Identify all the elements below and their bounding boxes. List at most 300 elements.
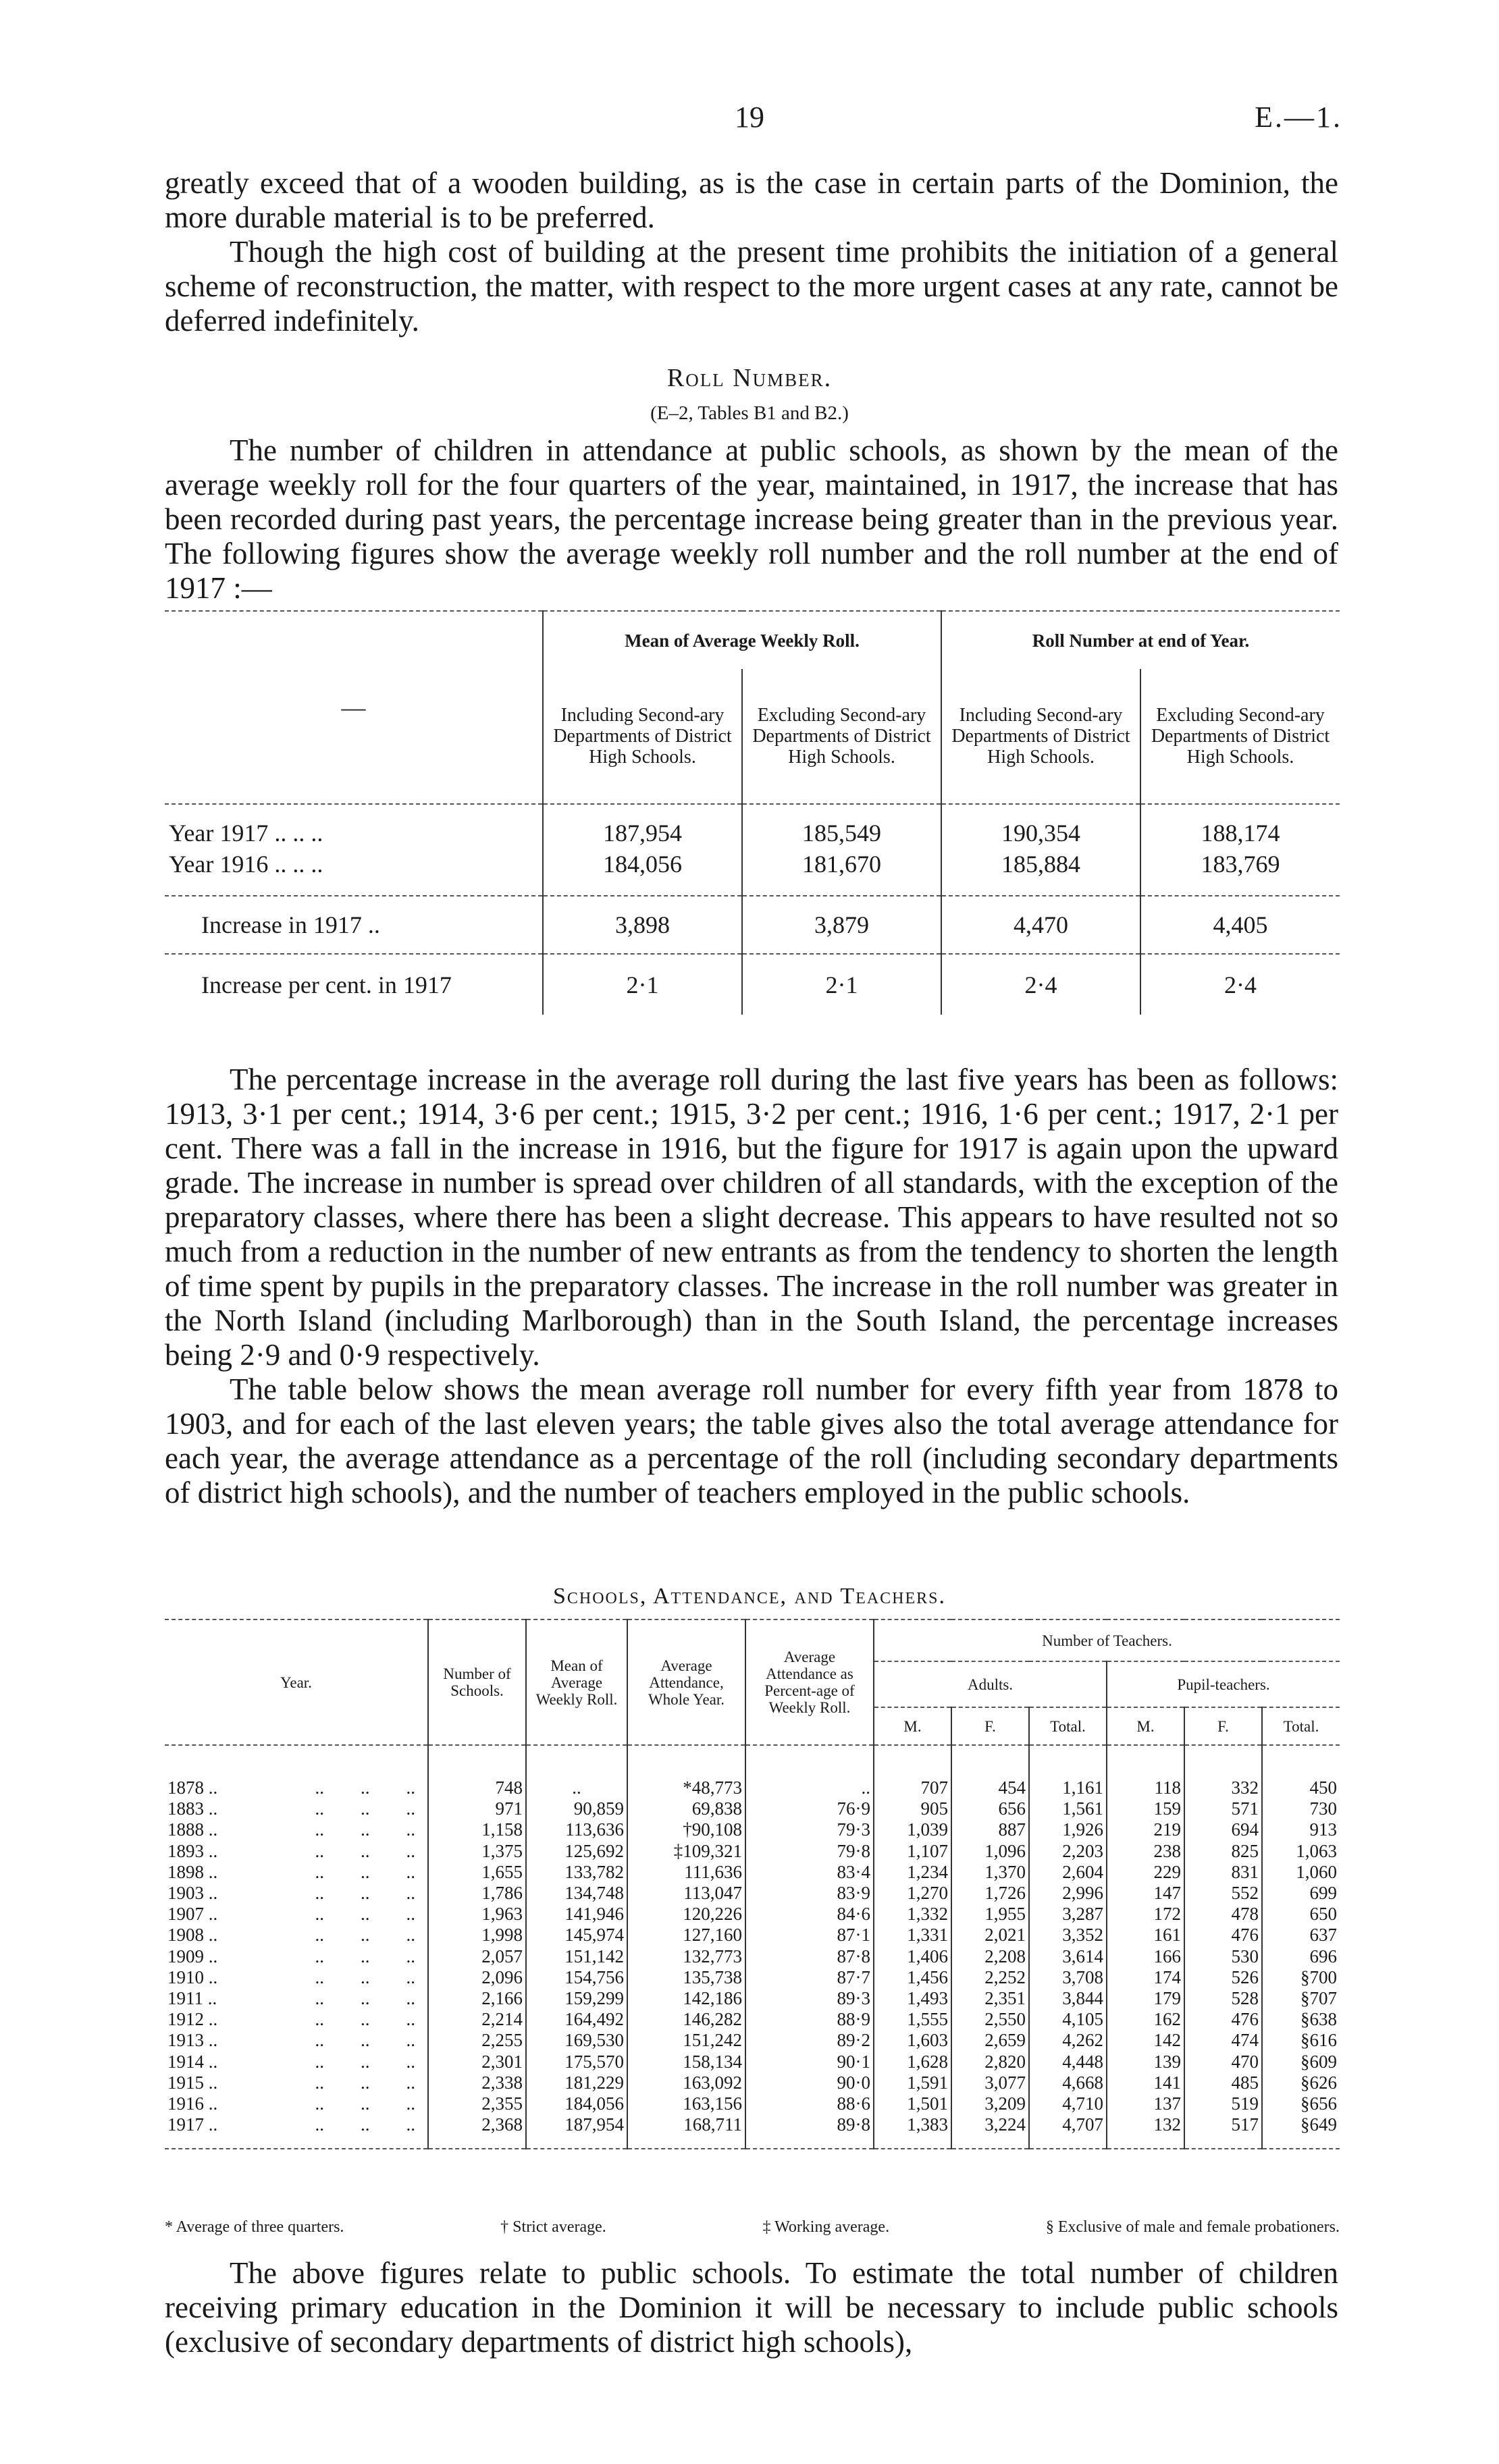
cell: 187,954 bbox=[526, 2114, 627, 2135]
table-row bbox=[165, 1862, 1340, 1883]
year-label: 1883 .. bbox=[167, 1798, 218, 1819]
cell: 1,063 bbox=[1262, 1841, 1340, 1862]
leader-dots: .. .. .. bbox=[315, 2030, 415, 2051]
cell: §609 bbox=[1262, 2052, 1340, 2072]
year-label: 1915 .. bbox=[167, 2072, 218, 2093]
cell: 3,844 bbox=[1029, 1988, 1107, 2009]
leader-dots: .. .. .. bbox=[315, 1946, 415, 1966]
cell: §700 bbox=[1262, 1967, 1340, 1988]
analysis-text bbox=[165, 1063, 1338, 1510]
cell: 528 bbox=[1184, 1988, 1262, 2009]
cell: 2,057 bbox=[428, 1946, 526, 1967]
cell: 4,470 bbox=[941, 896, 1140, 954]
table-row bbox=[165, 1946, 1340, 1967]
table-row bbox=[165, 2052, 1340, 2072]
cell: 161 bbox=[1107, 1925, 1184, 1946]
cell: 1,096 bbox=[951, 1841, 1029, 1862]
cell: 1,603 bbox=[874, 2030, 951, 2051]
leader-dots: .. .. .. bbox=[315, 2114, 415, 2135]
col-header-including: Including Second-ary Departments of District High Schools. bbox=[941, 669, 1140, 804]
cell: 3,708 bbox=[1029, 1967, 1107, 1988]
footnote: † Strict average. bbox=[500, 2218, 606, 2236]
table-row bbox=[165, 849, 1340, 880]
year-label: 1878 .. bbox=[167, 1777, 218, 1798]
table-row bbox=[165, 1988, 1340, 2009]
row-label: Increase in 1917 .. bbox=[201, 911, 380, 938]
blank-header-dash: — bbox=[341, 694, 366, 721]
cell: 127,160 bbox=[627, 1925, 745, 1946]
table-row-percent bbox=[165, 954, 1340, 1015]
col-header-excluding: Excluding Second-ary Departments of District High Schools. bbox=[1140, 669, 1340, 804]
cell: 3,287 bbox=[1029, 1904, 1107, 1925]
table-row bbox=[165, 2009, 1340, 2030]
cell: 571 bbox=[1184, 1798, 1262, 1819]
cell: 181,229 bbox=[526, 2072, 627, 2093]
cell: 4,710 bbox=[1029, 2093, 1107, 2114]
cell: 2·4 bbox=[941, 954, 1140, 1015]
col-header-schools: Number of Schools. bbox=[428, 1619, 526, 1745]
cell: 2,096 bbox=[428, 1967, 526, 1988]
page-number: 19 bbox=[735, 101, 764, 134]
cell: 2,255 bbox=[428, 2030, 526, 2051]
cell: 87·1 bbox=[745, 1925, 874, 1946]
cell: 159 bbox=[1107, 1798, 1184, 1819]
table-row-increase bbox=[165, 896, 1340, 954]
cell: 169,530 bbox=[526, 2030, 627, 2051]
col-header-excluding: Excluding Second-ary Departments of District High Schools. bbox=[742, 669, 941, 804]
row-year bbox=[165, 1967, 428, 1988]
group-header-mean: Mean of Average Weekly Roll. bbox=[543, 611, 941, 669]
cell: 181,670 bbox=[742, 849, 941, 880]
cell: 1,786 bbox=[428, 1883, 526, 1904]
row-year bbox=[165, 2052, 428, 2072]
cell: 183,769 bbox=[1140, 849, 1340, 880]
cell: 1,370 bbox=[951, 1862, 1029, 1883]
cell: 332 bbox=[1184, 1777, 1262, 1798]
cell: 1,331 bbox=[874, 1925, 951, 1946]
cell: 1,998 bbox=[428, 1925, 526, 1946]
row-year bbox=[165, 2114, 428, 2135]
cell: 2,351 bbox=[951, 1988, 1029, 2009]
leader-dots: .. .. .. bbox=[315, 1840, 415, 1861]
cell: 831 bbox=[1184, 1862, 1262, 1883]
col-header-teachers: Number of Teachers. bbox=[874, 1619, 1340, 1661]
cell: 3,898 bbox=[543, 896, 742, 954]
row-year bbox=[165, 2009, 428, 2030]
row-year bbox=[165, 2030, 428, 2051]
paragraph: The number of children in attendance at public schools, as shown by the mean of the average weekly roll for the four quarters of the year, maintained, in 1917, the increase that has been recorded during past years, the percentage increase being greater than in the previous year. The following figures show the average weekly roll number and the roll number at the end of 1917 :— bbox=[165, 433, 1338, 605]
cell: 1,383 bbox=[874, 2114, 951, 2135]
cell: 184,056 bbox=[543, 849, 742, 880]
row-year bbox=[165, 1777, 428, 1798]
cell: 141,946 bbox=[526, 1904, 627, 1925]
table-row bbox=[165, 2072, 1340, 2093]
cell: 4,262 bbox=[1029, 2030, 1107, 2051]
leader-dots: .. .. .. bbox=[315, 2072, 415, 2093]
year-label: 1903 .. bbox=[167, 1883, 218, 1904]
cell: 90·0 bbox=[745, 2072, 874, 2093]
col-header-f: F. bbox=[951, 1707, 1029, 1745]
cell: 134,748 bbox=[526, 1883, 627, 1904]
cell: 2,604 bbox=[1029, 1862, 1107, 1883]
cell: 125,692 bbox=[526, 1841, 627, 1862]
year-label: 1907 .. bbox=[167, 1904, 218, 1925]
section-title: Roll Number. bbox=[666, 364, 833, 392]
col-header-including: Including Second-ary Departments of District High Schools. bbox=[543, 669, 742, 804]
cell: 1,158 bbox=[428, 1819, 526, 1840]
cell: §707 bbox=[1262, 1988, 1340, 2009]
cell: 656 bbox=[951, 1798, 1029, 1819]
col-header-pupil-teachers: Pupil-teachers. bbox=[1107, 1661, 1340, 1707]
cell: 87·8 bbox=[745, 1946, 874, 1967]
year-label: 1912 .. bbox=[167, 2009, 218, 2030]
cell: 168,711 bbox=[627, 2114, 745, 2135]
col-header-total: Total. bbox=[1262, 1707, 1340, 1745]
table-footnotes bbox=[165, 2218, 1340, 2237]
cell: 151,142 bbox=[526, 1946, 627, 1967]
schools-table bbox=[165, 1619, 1340, 2149]
cell: 971 bbox=[428, 1798, 526, 1819]
cell: §649 bbox=[1262, 2114, 1340, 2135]
cell: 137 bbox=[1107, 2093, 1184, 2114]
cell: 185,549 bbox=[742, 818, 941, 849]
year-label: 1893 .. bbox=[167, 1840, 218, 1861]
row-year bbox=[165, 1841, 428, 1862]
leader-dots: .. .. .. bbox=[315, 1988, 415, 2009]
section-subtitle: (E–2, Tables B1 and B2.) bbox=[650, 402, 849, 424]
cell: 1,107 bbox=[874, 1841, 951, 1862]
cell: 4,707 bbox=[1029, 2114, 1107, 2135]
cell: §626 bbox=[1262, 2072, 1340, 2093]
cell: 1,234 bbox=[874, 1862, 951, 1883]
table-title: Schools, Attendance, and Teachers. bbox=[552, 1584, 947, 1609]
col-header-year: Year. bbox=[280, 1673, 312, 1691]
cell: 172 bbox=[1107, 1904, 1184, 1925]
cell: 164,492 bbox=[526, 2009, 627, 2030]
cell: §656 bbox=[1262, 2093, 1340, 2114]
cell: 2,301 bbox=[428, 2052, 526, 2072]
cell: 1,655 bbox=[428, 1862, 526, 1883]
leader-dots: .. .. .. bbox=[315, 1861, 415, 1882]
cell: 113,636 bbox=[526, 1819, 627, 1840]
cell: 229 bbox=[1107, 1862, 1184, 1883]
col-header-adults: Adults. bbox=[874, 1661, 1107, 1707]
cell: 748 bbox=[428, 1777, 526, 1798]
row-year bbox=[165, 2072, 428, 2093]
cell: 3,614 bbox=[1029, 1946, 1107, 1967]
cell: 526 bbox=[1184, 1967, 1262, 1988]
cell: 3,077 bbox=[951, 2072, 1029, 2093]
cell: 179 bbox=[1107, 1988, 1184, 2009]
cell: 1,493 bbox=[874, 1988, 951, 2009]
cell: 530 bbox=[1184, 1946, 1262, 1967]
cell: 4,668 bbox=[1029, 2072, 1107, 2093]
cell: 1,375 bbox=[428, 1841, 526, 1862]
col-header-f: F. bbox=[1184, 1707, 1262, 1745]
cell: 4,448 bbox=[1029, 2052, 1107, 2072]
leader-dots: .. .. .. bbox=[315, 1798, 415, 1819]
cell: 913 bbox=[1262, 1819, 1340, 1840]
cell: 187,954 bbox=[543, 818, 742, 849]
cell: 113,047 bbox=[627, 1883, 745, 1904]
cell: 188,174 bbox=[1140, 818, 1340, 849]
row-label: Increase per cent. in 1917 bbox=[201, 971, 452, 998]
table-row bbox=[165, 1904, 1340, 1925]
cell: *48,773 bbox=[627, 1777, 745, 1798]
closing-text bbox=[165, 2256, 1338, 2359]
cell: 162 bbox=[1107, 2009, 1184, 2030]
cell: 470 bbox=[1184, 2052, 1262, 2072]
cell: .. bbox=[745, 1777, 874, 1798]
year-label: 1911 .. bbox=[167, 1988, 217, 2009]
cell: 2,252 bbox=[951, 1967, 1029, 1988]
cell: 146,282 bbox=[627, 2009, 745, 2030]
cell: 1,406 bbox=[874, 1946, 951, 1967]
cell: 450 bbox=[1262, 1777, 1340, 1798]
leader-dots: .. .. .. bbox=[315, 1925, 415, 1946]
cell: 2,368 bbox=[428, 2114, 526, 2135]
table-row bbox=[165, 1925, 1340, 1946]
cell: 145,974 bbox=[526, 1925, 627, 1946]
roll-number-table bbox=[165, 610, 1340, 1015]
cell: 190,354 bbox=[941, 818, 1140, 849]
cell: 88·9 bbox=[745, 2009, 874, 2030]
cell: 184,056 bbox=[526, 2093, 627, 2114]
cell: 699 bbox=[1262, 1883, 1340, 1904]
cell: 2,203 bbox=[1029, 1841, 1107, 1862]
cell: 118 bbox=[1107, 1777, 1184, 1798]
year-label: 1913 .. bbox=[167, 2030, 218, 2051]
cell: 454 bbox=[951, 1777, 1029, 1798]
cell: 1,039 bbox=[874, 1819, 951, 1840]
paragraph: The percentage increase in the average roll during the last five years has been as follows: 1913, 3·1 per cent.; 1914, 3·6 per cent.; 1915, 3·2 per cent.; 1916, 1·6 per cent.; 1917, 2·1 per cent. There was a fall in the increase in 1916, but the figure for 1917 is again upon the upward grade. The increase in number is spread over children of all standards, with the exception of the preparatory classes, where there has been a slight decrease. This appears to have resulted not so much from a reduction in the number of new entrants as from the tendency to shorten the length of time spent by pupils in the preparatory classes. The increase in the roll number was greater in the North Island (including Marlborough) than in the South Island, the percentage increases being 2·9 and 0·9 respectively. bbox=[165, 1063, 1338, 1372]
leader-dots: .. .. .. bbox=[315, 1904, 415, 1925]
cell: 4,405 bbox=[1140, 896, 1340, 954]
cell: 2,550 bbox=[951, 2009, 1029, 2030]
table-row bbox=[165, 1777, 1340, 1798]
cell: 166 bbox=[1107, 1946, 1184, 1967]
cell: 637 bbox=[1262, 1925, 1340, 1946]
cell: 3,209 bbox=[951, 2093, 1029, 2114]
cell: 1,591 bbox=[874, 2072, 951, 2093]
row-year bbox=[165, 1988, 428, 2009]
cell: 3,879 bbox=[742, 896, 941, 954]
row-year bbox=[165, 1862, 428, 1883]
cell: 135,738 bbox=[627, 1967, 745, 1988]
cell: 2,166 bbox=[428, 1988, 526, 2009]
cell: 4,105 bbox=[1029, 2009, 1107, 2030]
cell: 1,628 bbox=[874, 2052, 951, 2072]
cell: 2,996 bbox=[1029, 1883, 1107, 1904]
year-label: 1908 .. bbox=[167, 1925, 218, 1946]
cell: 158,134 bbox=[627, 2052, 745, 2072]
cell: 89·8 bbox=[745, 2114, 874, 2135]
schools-table-body bbox=[165, 1777, 1340, 2135]
cell: 87·7 bbox=[745, 1967, 874, 1988]
leader-dots: .. .. .. bbox=[315, 1777, 415, 1798]
cell: 517 bbox=[1184, 2114, 1262, 2135]
row-year bbox=[165, 1883, 428, 1904]
year-label: 1910 .. bbox=[167, 1966, 218, 1987]
cell: 650 bbox=[1262, 1904, 1340, 1925]
cell: §616 bbox=[1262, 2030, 1340, 2051]
leader-dots: .. .. .. bbox=[315, 1966, 415, 1987]
table-row bbox=[165, 1798, 1340, 1819]
cell: 1,270 bbox=[874, 1883, 951, 1904]
cell: 132,773 bbox=[627, 1946, 745, 1967]
cell: ‡109,321 bbox=[627, 1841, 745, 1862]
cell: 159,299 bbox=[526, 1988, 627, 2009]
leader-dots: .. .. .. bbox=[315, 1883, 415, 1904]
col-header-mean-roll: Mean of Average Weekly Roll. bbox=[526, 1619, 627, 1745]
year-label: 1914 .. bbox=[167, 2051, 218, 2072]
cell: 474 bbox=[1184, 2030, 1262, 2051]
year-label: 1909 .. bbox=[167, 1946, 218, 1966]
cell: 2,021 bbox=[951, 1925, 1029, 1946]
cell: 142,186 bbox=[627, 1988, 745, 2009]
cell: 238 bbox=[1107, 1841, 1184, 1862]
table-row bbox=[165, 2093, 1340, 2114]
col-header-percentage: Average Attendance as Percent-age of Weekly Roll. bbox=[745, 1619, 874, 1745]
cell: 1,456 bbox=[874, 1967, 951, 1988]
paragraph: greatly exceed that of a wooden building, as is the case in certain parts of the Dominion, the more durable material is to be preferred. bbox=[165, 166, 1338, 234]
cell: 90,859 bbox=[526, 1798, 627, 1819]
cell: 825 bbox=[1184, 1841, 1262, 1862]
cell: 84·6 bbox=[745, 1904, 874, 1925]
cell: 887 bbox=[951, 1819, 1029, 1840]
cell: 174 bbox=[1107, 1967, 1184, 1988]
series-code: E.—1. bbox=[1255, 101, 1342, 134]
cell: 163,092 bbox=[627, 2072, 745, 2093]
footnote: § Exclusive of male and female probationers. bbox=[1045, 2218, 1340, 2236]
cell: 519 bbox=[1184, 2093, 1262, 2114]
intro-text bbox=[165, 166, 1338, 338]
row-year bbox=[165, 1946, 428, 1967]
cell: 1,926 bbox=[1029, 1819, 1107, 1840]
table-row bbox=[165, 1883, 1340, 1904]
cell: 905 bbox=[874, 1798, 951, 1819]
leader-dots: .. .. .. bbox=[315, 2051, 415, 2072]
cell: 1,501 bbox=[874, 2093, 951, 2114]
cell: 83·4 bbox=[745, 1862, 874, 1883]
cell: 694 bbox=[1184, 1819, 1262, 1840]
cell: 1,555 bbox=[874, 2009, 951, 2030]
cell: 185,884 bbox=[941, 849, 1140, 880]
footnote: * Average of three quarters. bbox=[165, 2218, 344, 2236]
row-year bbox=[165, 1819, 428, 1840]
cell: 2,820 bbox=[951, 2052, 1029, 2072]
cell: 2·4 bbox=[1140, 954, 1340, 1015]
table-row bbox=[165, 2114, 1340, 2135]
cell: 3,224 bbox=[951, 2114, 1029, 2135]
cell: 111,636 bbox=[627, 1862, 745, 1883]
table-row bbox=[165, 818, 1340, 849]
cell: §638 bbox=[1262, 2009, 1340, 2030]
footnote: ‡ Working average. bbox=[762, 2218, 890, 2236]
cell: 79·8 bbox=[745, 1841, 874, 1862]
cell: 696 bbox=[1262, 1946, 1340, 1967]
cell: 154,756 bbox=[526, 1967, 627, 1988]
cell: 175,570 bbox=[526, 2052, 627, 2072]
paragraph: The above figures relate to public schools. To estimate the total number of children receiving primary education in the Dominion it will be necessary to include public schools (exclusive of secondary departments of district high schools), bbox=[165, 2256, 1338, 2359]
cell: 2,208 bbox=[951, 1946, 1029, 1967]
cell: 83·9 bbox=[745, 1883, 874, 1904]
cell: 69,838 bbox=[627, 1798, 745, 1819]
year-label: 1917 .. bbox=[167, 2114, 218, 2135]
cell: 1,963 bbox=[428, 1904, 526, 1925]
leader-dots: .. .. .. bbox=[315, 1819, 415, 1840]
cell: 2,214 bbox=[428, 2009, 526, 2030]
table-row bbox=[165, 2030, 1340, 2051]
cell: 89·2 bbox=[745, 2030, 874, 2051]
cell: 476 bbox=[1184, 1925, 1262, 1946]
cell: 2,355 bbox=[428, 2093, 526, 2114]
cell: 1,561 bbox=[1029, 1798, 1107, 1819]
cell: 730 bbox=[1262, 1798, 1340, 1819]
row-year bbox=[165, 1904, 428, 1925]
cell: 707 bbox=[874, 1777, 951, 1798]
row-label: Year 1916 .. .. .. bbox=[169, 851, 323, 878]
cell: 1,060 bbox=[1262, 1862, 1340, 1883]
cell: 3,352 bbox=[1029, 1925, 1107, 1946]
cell: 1,726 bbox=[951, 1883, 1029, 1904]
row-year bbox=[165, 1798, 428, 1819]
leader-dots: .. .. .. bbox=[315, 2093, 415, 2114]
cell: 2·1 bbox=[543, 954, 742, 1015]
cell: 147 bbox=[1107, 1883, 1184, 1904]
cell: 1,955 bbox=[951, 1904, 1029, 1925]
page-header bbox=[0, 100, 1499, 140]
cell: 2·1 bbox=[742, 954, 941, 1015]
cell: 163,156 bbox=[627, 2093, 745, 2114]
cell: 151,242 bbox=[627, 2030, 745, 2051]
col-header-attendance: Average Attendance, Whole Year. bbox=[627, 1619, 745, 1745]
cell: 88·6 bbox=[745, 2093, 874, 2114]
group-header-end: Roll Number at end of Year. bbox=[941, 611, 1340, 669]
cell: 2,659 bbox=[951, 2030, 1029, 2051]
cell: 1,332 bbox=[874, 1904, 951, 1925]
cell: 2,338 bbox=[428, 2072, 526, 2093]
year-label: 1916 .. bbox=[167, 2093, 218, 2114]
col-header-total: Total. bbox=[1029, 1707, 1107, 1745]
leader-dots: .. .. .. bbox=[315, 2009, 415, 2030]
cell: 219 bbox=[1107, 1819, 1184, 1840]
cell: 142 bbox=[1107, 2030, 1184, 2051]
year-label: 1888 .. bbox=[167, 1819, 218, 1840]
cell: 120,226 bbox=[627, 1904, 745, 1925]
roll-intro-text bbox=[165, 433, 1338, 606]
cell: 1,161 bbox=[1029, 1777, 1107, 1798]
cell: 552 bbox=[1184, 1883, 1262, 1904]
table-row bbox=[165, 1967, 1340, 1988]
paragraph: Though the high cost of building at the present time prohibits the initiation of a general scheme of reconstruction, the matter, with respect to the more urgent cases at any rate, cannot be deferred indefinitely. bbox=[165, 235, 1338, 338]
cell: 141 bbox=[1107, 2072, 1184, 2093]
row-year bbox=[165, 2093, 428, 2114]
row-label: Year 1917 .. .. .. bbox=[169, 820, 323, 847]
col-header-m: M. bbox=[874, 1707, 951, 1745]
cell: 90·1 bbox=[745, 2052, 874, 2072]
cell: 132 bbox=[1107, 2114, 1184, 2135]
cell: 478 bbox=[1184, 1904, 1262, 1925]
table-row bbox=[165, 1841, 1340, 1862]
cell: .. bbox=[526, 1777, 627, 1798]
cell: 139 bbox=[1107, 2052, 1184, 2072]
cell: †90,108 bbox=[627, 1819, 745, 1840]
year-label: 1898 .. bbox=[167, 1861, 218, 1882]
cell: 133,782 bbox=[526, 1862, 627, 1883]
table-row bbox=[165, 1819, 1340, 1840]
cell: 476 bbox=[1184, 2009, 1262, 2030]
